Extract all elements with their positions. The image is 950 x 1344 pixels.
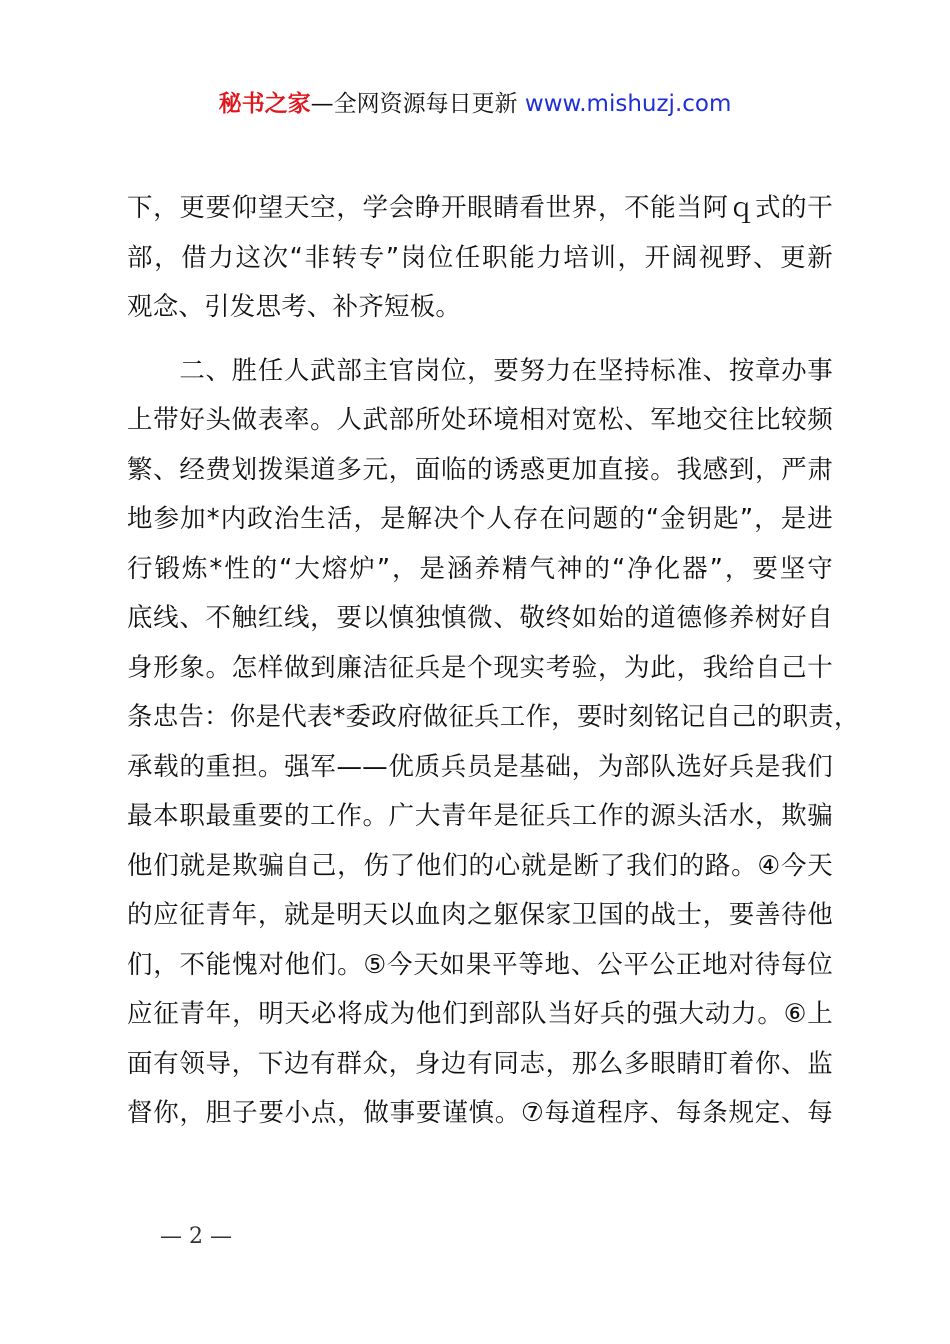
text-line: 行锻炼*性的“大熔炉”，是涵养精气神的“净化器”，要坚守 [127, 553, 833, 584]
text-line: 承载的重担。强军——优质兵员是基础，为部队选好兵是我们 [127, 751, 833, 782]
paragraph-continuation [127, 184, 833, 333]
page-header [0, 86, 950, 122]
text-line: 们，不能愧对他们。⑤今天如果平等地、公平公正地对待每位 [127, 949, 833, 980]
text-line: 身形象。怎样做到廉洁征兵是个现实考验，为此，我给自己十 [127, 652, 833, 683]
text-line: 地参加*内政治生活，是解决个人存在问题的“金钥匙”，是进 [127, 504, 833, 534]
text-line: 繁、经费划拨渠道多元，面临的诱惑更加直接。我感到，严肃 [127, 454, 833, 485]
text-line: 上带好头做表率。人武部所处环境相对宽松、军地交往比较频 [127, 405, 833, 435]
text-line: 底线、不触红线，要以慎独慎微、敬终如始的道德修养树好自 [127, 603, 833, 633]
text-line: 面有领导，下边有群众，身边有同志，那么多眼睛盯着你、监 [127, 1048, 833, 1079]
text-line: 应征青年，明天必将成为他们到部队当好兵的强大动力。⑥上 [127, 999, 833, 1029]
document-body [127, 184, 860, 1139]
text-line: 督你，胆子要小点，做事要谨慎。⑦每道程序、每条规定、每 [127, 1098, 833, 1128]
header-brand: 秘书之家 [218, 91, 311, 117]
text-line: 二、胜任人武部主官岗位，要努力在坚持标准、按章办事 [127, 355, 833, 386]
page-number: — 2 — [160, 1224, 232, 1249]
text-line: 最本职最重要的工作。广大青年是征兵工作的源头活水，欺骗 [127, 801, 833, 831]
text-line: 条忠告：你是代表*委政府做征兵工作，要时刻铭记自己的职责， [127, 702, 860, 732]
text-line: 下，更要仰望天空，学会睁开眼睛看世界，不能当阿ｑ式的干 [127, 193, 833, 223]
text-line: 部，借力这次“非转专”岗位任职能力培训，开阔视野、更新 [127, 242, 833, 273]
text-line: 他们就是欺骗自己，伤了他们的心就是断了我们的路。④今天 [127, 850, 833, 881]
text-line: 的应征青年，就是明天以血肉之躯保家卫国的战士，要善待他 [127, 900, 833, 930]
header-tagline: —全网资源每日更新 [310, 91, 518, 117]
header-url-link[interactable]: www.mishuzj.com [524, 91, 732, 117]
text-line: 观念、引发思考、补齐短板。 [127, 292, 462, 322]
paragraph-section-two [127, 347, 860, 1139]
